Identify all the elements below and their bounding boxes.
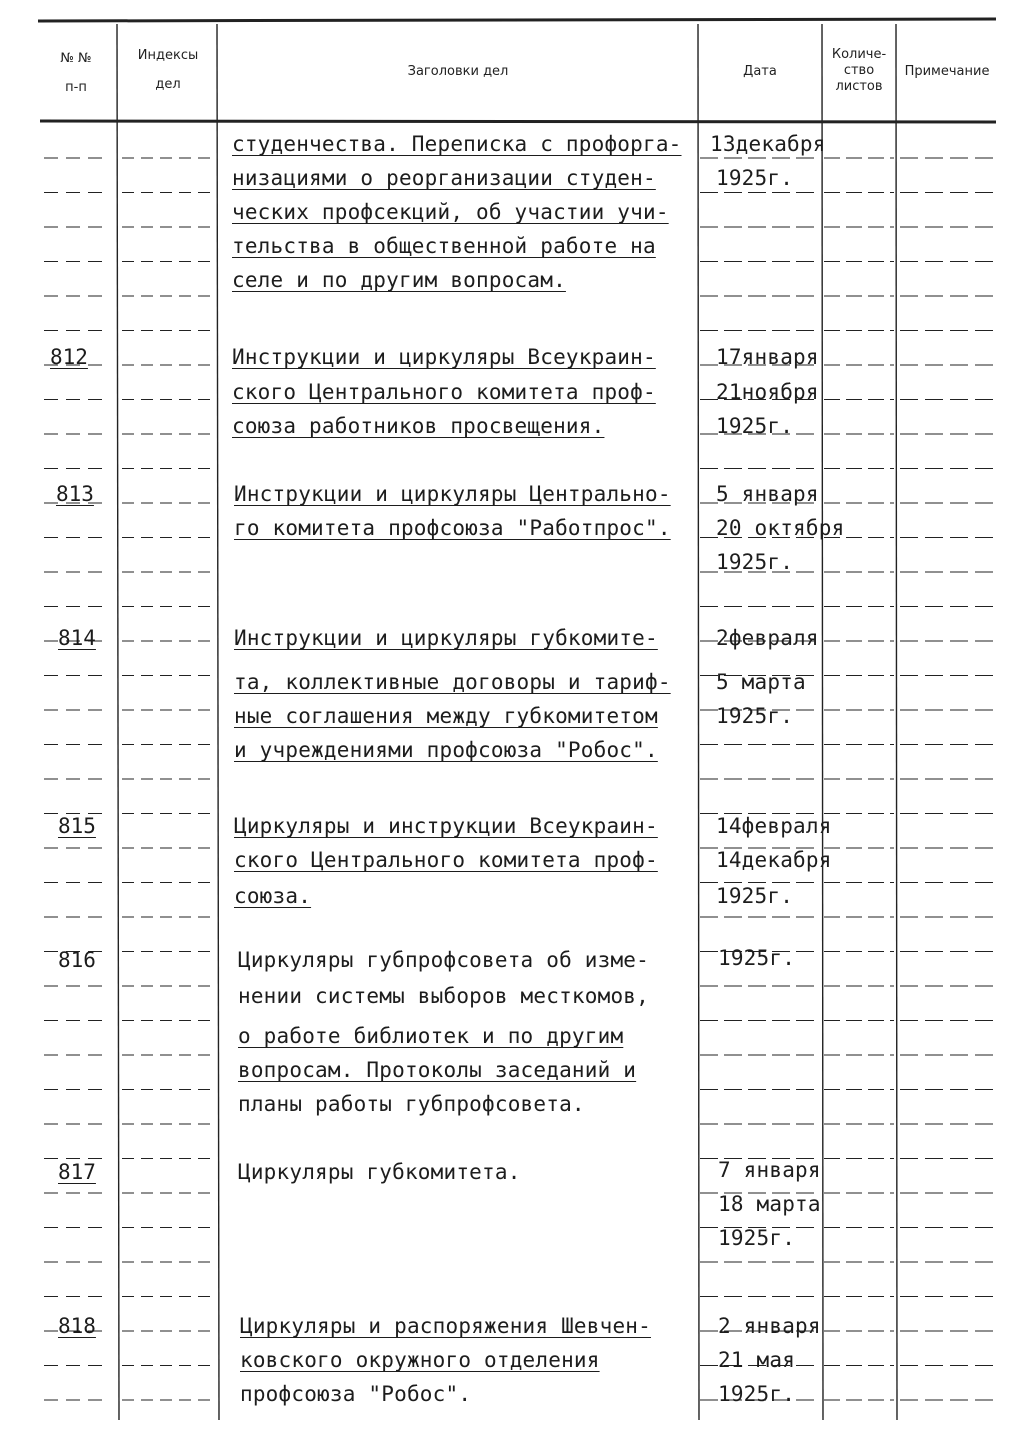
header-bottom-rule [40, 121, 996, 122]
header-col-title: Заголовки дел [407, 64, 509, 79]
entry-2-date-line-1: 20 октября [716, 516, 845, 540]
entry-1-date-line-1: 21ноября [716, 380, 819, 404]
column-divider [217, 24, 219, 1420]
entry-5-title-line-0: Циркуляры губпрофсовета об изме- [238, 948, 649, 972]
column-divider [698, 24, 699, 1420]
entry-6-number: 817 [58, 1160, 96, 1184]
entry-4-date-line-0: 14февраля [716, 814, 832, 838]
entry-1-title-line-0: Инструкции и циркуляры Всеукраин- [232, 345, 656, 369]
entry-6-date-line-2: 1925г. [718, 1226, 796, 1250]
entry-5-number: 816 [58, 948, 96, 972]
entry-5-date-line-0: 1925г. [718, 946, 796, 970]
entry-7-date-line-2: 1925г. [718, 1382, 796, 1406]
entry-3-title-line-0: Инструкции и циркуляры губкомите- [234, 626, 658, 650]
entry-0-date-line-0: 13декабря [710, 132, 826, 156]
entry-3-title-line-2: ные соглашения между губкомитетом [234, 704, 658, 728]
entry-7-title-line-0: Циркуляры и распоряжения Шевчен- [240, 1314, 651, 1338]
column-divider [117, 24, 119, 1420]
entry-1-title-line-1: ского Центрального комитета проф- [232, 380, 656, 404]
top-rule [38, 19, 996, 21]
entry-5-title-line-4: планы работы губпрофсовета. [238, 1092, 585, 1116]
entry-5-title-line-2: о работе библиотек и по другим [238, 1024, 624, 1048]
entry-6-title-line-0: Циркуляры губкомитета. [238, 1160, 521, 1184]
entry-2-number: 813 [56, 482, 94, 506]
entry-7-date-line-0: 2 января [718, 1314, 821, 1338]
entry-6-date-line-0: 7 января [718, 1158, 821, 1182]
header-col-date: Дата [743, 64, 777, 79]
entry-0-title-line-4: селе и по другим вопросам. [232, 268, 566, 292]
entry-7-title-line-1: ковского окружного отделения [240, 1348, 600, 1372]
entry-7-title-line-2: профсоюза "Робос". [240, 1382, 472, 1406]
entry-0-title-line-3: тельства в общественной работе на [232, 234, 656, 258]
entry-1-date-line-2: 1925г. [716, 414, 794, 438]
header-col-number: № № п-п [60, 51, 92, 95]
entry-4-number: 815 [58, 814, 96, 838]
entry-4-title-line-1: ского Центрального комитета проф- [234, 848, 658, 872]
entry-0-title-line-2: ческих профсекций, об участии учи- [232, 200, 669, 224]
entry-1-title-line-2: союза работников просвещения. [232, 414, 605, 438]
column-divider [896, 24, 897, 1420]
entry-2-date-line-2: 1925г. [716, 550, 794, 574]
entry-2-title-line-1: го комитета профсоюза "Работпрос". [234, 516, 671, 540]
entry-3-number: 814 [58, 626, 96, 650]
entry-3-title-line-3: и учреждениями профсоюза "Робос". [234, 738, 658, 762]
header-col-note: Примечание [904, 64, 990, 79]
entry-5-title-line-3: вопросам. Протоколы заседаний и [238, 1058, 637, 1082]
entry-0-date-line-1: 1925г. [716, 166, 794, 190]
entry-5-title-line-1: нении системы выборов месткомов, [238, 984, 649, 1008]
entry-6-date-line-1: 18 марта [718, 1192, 821, 1216]
entry-0-title-line-1: низациями о реорганизации студен- [232, 166, 656, 190]
entry-4-date-line-1: 14декабря [716, 848, 832, 872]
entry-2-date-line-0: 5 января [716, 482, 819, 506]
entry-1-number: 812 [50, 345, 88, 369]
entry-3-date-line-0: 2февраля [716, 626, 819, 650]
entry-7-date-line-1: 21 мая [718, 1348, 796, 1372]
entry-3-title-line-1: та, коллективные договоры и тариф- [234, 670, 671, 694]
header-col-sheet-count: Количе- ство листов [831, 47, 887, 94]
entry-4-title-line-0: Циркуляры и инструкции Всеукраин- [234, 814, 658, 838]
entry-7-number: 818 [58, 1314, 96, 1338]
entry-4-date-line-2: 1925г. [716, 884, 794, 908]
entry-1-date-line-0: 17января [716, 345, 819, 369]
entry-4-title-line-2: союза. [234, 884, 312, 908]
entry-3-date-line-2: 1925г. [716, 704, 794, 728]
entry-2-title-line-0: Инструкции и циркуляры Центрально- [234, 482, 671, 506]
entry-0-title-line-0: студенчества. Переписка с профорга- [232, 132, 682, 156]
header-col-index: Индексы дел [137, 48, 199, 92]
column-divider [822, 24, 823, 1420]
entry-3-date-line-1: 5 марта [716, 670, 806, 694]
